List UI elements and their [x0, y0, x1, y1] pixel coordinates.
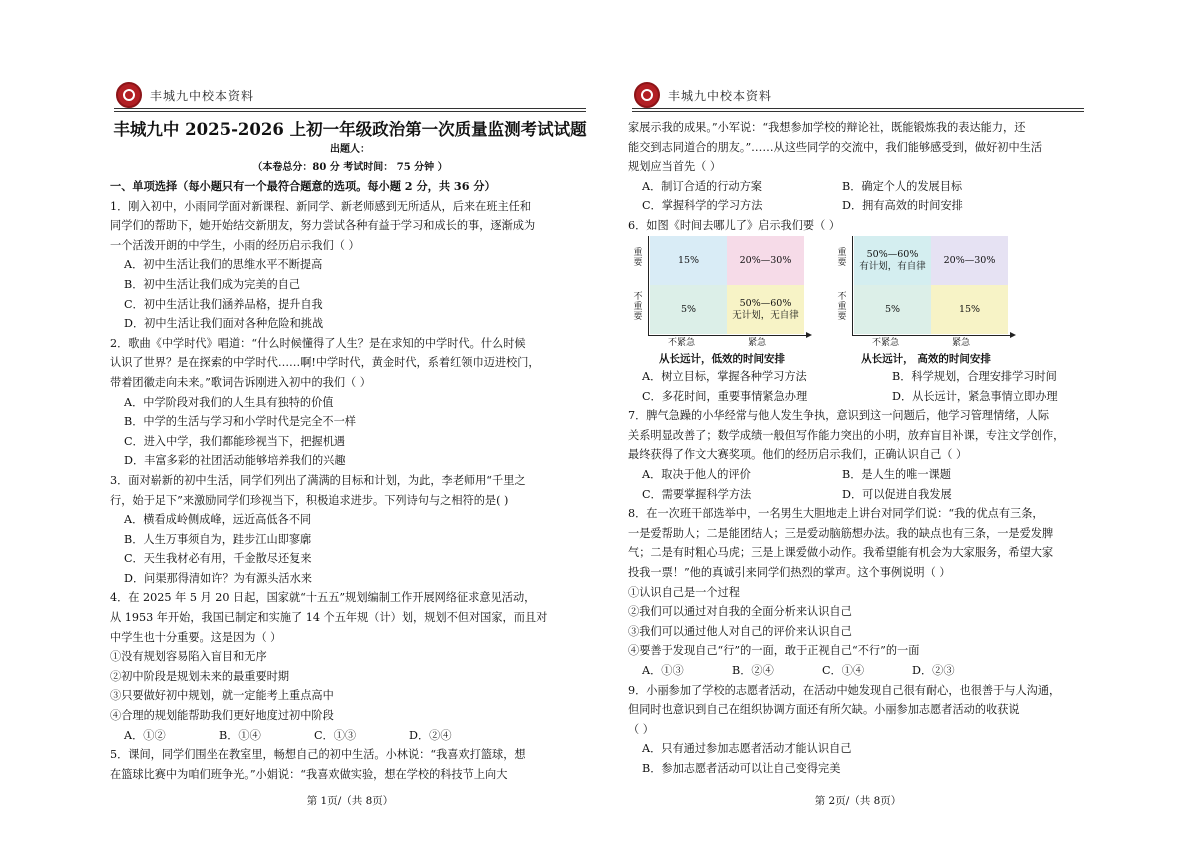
q8-option[interactable]: D．②③ [912, 663, 955, 677]
text-line[interactable]: B．初中生活让我们成为完美的自己 [124, 277, 301, 291]
exam-info: （本卷总分：80 分 考试时间： 75 分钟 ） [252, 162, 448, 173]
text-line: 一个活泼开朗的中学生，小雨的经历启示我们（ ） [110, 238, 360, 252]
section-heading: 一、单项选择（每小题只有一个最符合题意的选项。每小题 2 分，共 36 分） [110, 179, 496, 193]
y-axis [852, 236, 853, 336]
page-1 [110, 0, 590, 849]
text-line: 但同时也意识到自己在组织协调方面还有所欠缺。小丽参加志愿者活动的收获说 [628, 703, 1020, 717]
question-lines-end [110, 745, 590, 784]
text-line: 关系明显改善了；数学成绩一般但写作能力突出的小明，放弃盲目补课，专注文学创作， [628, 428, 1065, 442]
text-line: 1．刚入初中，小雨同学面对新课程、新同学、新老师感到无所适从，后来在班主任和 [110, 199, 532, 213]
page-2 [628, 0, 1088, 849]
text-line[interactable]: A．中学阶段对我们的人生具有独特的价值 [124, 395, 334, 409]
quadrant-bottom-left: 5% [650, 285, 727, 334]
exam-title: 丰城九中 2025-2026 上初一年级政治第一次质量监测考试试题 [113, 120, 587, 139]
text-line: 在篮球比赛中为咱们班争光。”小娟说：“我喜欢做实验，想在学校的科技节上向大 [110, 767, 508, 781]
exam-author: 出题人： [330, 144, 370, 155]
text-line: 投我一票！”他的真诚引来同学们热烈的掌声。这个事例说明（ ） [628, 565, 951, 579]
q4-option[interactable]: C．①③ [314, 728, 357, 742]
question-lines [110, 197, 590, 726]
text-line: 3．面对崭新的初中生活，同学们列出了满满的目标和计划，为此，李老师用“千里之 [110, 473, 526, 487]
text-line: ②初中阶段是规划未来的最重要时期 [110, 669, 290, 683]
q4-option[interactable]: B．①④ [219, 728, 261, 742]
q4-option[interactable]: A．①② [124, 728, 166, 742]
q6-option[interactable]: A．树立目标，掌握各种学习方法 [642, 370, 807, 383]
q8-option[interactable]: A．①③ [642, 663, 684, 677]
text-line: 7．脾气急躁的小华经常与他人发生争执，意识到这一问题后，他学习管理情绪，人际 [628, 409, 1050, 423]
header-rule [114, 108, 586, 109]
quadrant-top-right: 20%—30% [931, 236, 1008, 285]
q5-option[interactable]: D．拥有高效的时间安排 [842, 199, 963, 213]
q6-option[interactable]: B．科学规划，合理安排学习时间 [892, 370, 1057, 383]
quadrant-bottom-left: 5% [854, 285, 931, 334]
x-label-right: 紧急 [952, 338, 971, 348]
q7-options-row2 [628, 485, 1088, 505]
text-line[interactable]: D．丰富多彩的社团活动能够培养我们的兴趣 [124, 454, 346, 468]
q5-continuation [628, 118, 1088, 177]
text-line: 2．歌曲《中学时代》唱道：“什么时候懂得了人生？是在求知的中学时代。什么时候 [110, 336, 526, 350]
text-line[interactable]: B．参加志愿者活动可以让自己变得完美 [642, 761, 841, 775]
text-line: 带着团徽走向未来。”歌词告诉刚进入初中的我们（ ） [110, 375, 371, 389]
chart-caption: 从长远计，低效的时间安排 [659, 353, 785, 365]
q6-options-row2 [628, 387, 1088, 407]
chart-caption: 从长远计， 高效的时间安排 [861, 353, 991, 365]
q7-lines [628, 406, 1088, 465]
q6-option[interactable]: C．多花时间，重要事情紧急办理 [642, 389, 808, 403]
quadrant-bottom-right: 15% [931, 285, 1008, 334]
text-line: 气；二是有时粗心马虎；三是上课爱做小动作。我希望能有机会为大家服务，希望大家 [628, 546, 1054, 560]
text-line: 8．在一次班干部选举中，一名男生大胆地走上讲台对同学们说：“我的优点有三条， [628, 507, 1044, 521]
q8-lines [628, 504, 1088, 661]
text-line: 4．在 2025 年 5 月 20 日起，国家就“十五五”规划编制工作开展网络征求意见活动， [110, 591, 536, 605]
header-school-text: 丰城九中校本资料 [150, 89, 255, 103]
y-axis [648, 236, 649, 336]
text-line: 家展示我的成果。”小军说：“我想参加学校的辩论社，既能锻炼我的表达能力，还 [628, 121, 1026, 134]
page-header [110, 80, 590, 114]
y-label-top: 重 要 [633, 248, 643, 268]
text-line: ①没有规划容易陷入盲目和无序 [110, 650, 267, 664]
text-line[interactable]: C．进入中学，我们都能珍视当下，把握机遇 [124, 434, 346, 448]
quadrant-bottom-right: 50%—60% 无计划，无自律 [727, 285, 804, 334]
y-label-bottom: 不 重 要 [837, 292, 847, 322]
text-line[interactable]: B．中学的生活与学习和小学时代是完全不一样 [124, 415, 356, 429]
q7-options-row1 [628, 465, 1088, 485]
school-seal-icon [634, 82, 660, 108]
q8-option[interactable]: B．②④ [732, 663, 774, 677]
text-line[interactable]: C．初中生活让我们涵养品格，提升自我 [124, 297, 323, 311]
q6-option[interactable]: D．从长远计，紧急事情立即办理 [892, 389, 1058, 403]
text-line[interactable]: A．初中生活让我们的思维水平不断提高 [124, 258, 323, 272]
q7-option[interactable]: A．取决于他人的评价 [642, 467, 751, 481]
q7-option[interactable]: D．可以促进自我发展 [842, 487, 952, 501]
text-line[interactable]: D．初中生活让我们面对各种危险和挑战 [124, 317, 324, 331]
q4-options [110, 726, 590, 746]
time-charts [628, 232, 1088, 366]
q8-option[interactable]: C．①④ [822, 663, 865, 677]
y-label-bottom: 不 重 要 [633, 292, 643, 322]
text-line: 5．课间，同学们围坐在教室里，畅想自己的初中生活。小林说：“我喜欢打篮球，想 [110, 748, 526, 762]
x-label-right: 紧急 [748, 338, 767, 348]
quadrant-top-left: 15% [650, 236, 727, 285]
text-line[interactable]: A．只有通过参加志愿者活动才能认识自己 [642, 742, 852, 756]
text-line: 认识了世界？是在探索的中学时代……啊!中学时代，黄金时代，系着红领巾迈进校门， [110, 356, 540, 370]
header-rule [632, 108, 1084, 109]
text-line: ②我们可以通过对自我的全面分析来认识自己 [628, 605, 852, 619]
q8-options [628, 661, 1088, 681]
q4-option[interactable]: D．②④ [409, 728, 452, 742]
quadrant-top-left: 50%—60% 有计划，有自律 [854, 236, 931, 285]
x-label-left: 不紧急 [872, 338, 900, 348]
text-line[interactable]: C．天生我材必有用，千金散尽还复来 [124, 552, 312, 566]
q5-option[interactable]: B．确定个人的发展目标 [842, 179, 963, 193]
page-header [628, 80, 1088, 114]
text-line[interactable]: B．人生万事须自为，跬步江山即寥廓 [124, 532, 312, 546]
text-line: 规划应当首先（ ） [628, 160, 722, 174]
text-line: ④要善于发现自己“行”的一面，敢于正视自己“不行”的一面 [628, 644, 920, 658]
x-label-left: 不紧急 [668, 338, 696, 348]
q5-option[interactable]: A．制订合适的行动方案 [642, 179, 762, 193]
text-line: （ ） [628, 722, 654, 736]
q6-options-row1 [628, 367, 1088, 387]
q5-options-row2 [628, 196, 1088, 216]
text-line: 中学生也十分重要。这是因为（ ） [110, 630, 282, 644]
text-line: ④合理的规划能帮助我们更好地度过初中阶段 [110, 709, 334, 723]
text-line: 一是爱帮助人；二是能团结人；三是爱动脑筋想办法。我的缺点也有三条，一是爱发脾 [628, 526, 1054, 540]
text-line: 同学们的帮助下，她开始结交新朋友，努力尝试各种有益于学习和成长的事，逐渐成为 [110, 219, 536, 233]
q6-stem: 6．如图《时间去哪儿了》启示我们要（ ） [628, 218, 841, 232]
page-footer: 第 2页/（共 8页） [814, 795, 902, 807]
page1-body [110, 119, 590, 784]
text-line: 9．小丽参加了学校的志愿者活动，在活动中她发现自己很有耐心，也很善于与人沟通， [628, 683, 1061, 697]
text-line: ③只要做好初中规划，就一定能考上重点高中 [110, 689, 334, 703]
text-line[interactable]: D．问渠那得清如许？为有源头活水来 [124, 571, 312, 585]
school-seal-icon [116, 82, 142, 108]
time-chart-high-efficiency [836, 232, 1016, 366]
q9-lines [628, 681, 1088, 779]
q7-option[interactable]: B．是人生的唯一课题 [842, 467, 951, 481]
y-label-top: 重 要 [837, 248, 847, 268]
text-line: ①认识自己是一个过程 [628, 585, 740, 599]
header-school-text: 丰城九中校本资料 [668, 89, 773, 103]
quadrant-top-right: 20%—30% [727, 236, 804, 285]
text-line: 行，始于足下”来激励同学们珍视当下，积极追求进步。下列诗句与之相符的是( ) [110, 493, 509, 507]
q5-options-row1 [628, 177, 1088, 197]
q7-option[interactable]: C．需要掌握科学方法 [642, 487, 752, 501]
text-line: 从 1953 年开始，我国已制定和实施了 14 个五年规（计）划，规划不但对国家，而且对 [110, 611, 548, 625]
page2-bottom [628, 367, 1088, 778]
q5-option[interactable]: C．掌握科学的学习方法 [642, 199, 763, 213]
time-chart-low-efficiency [632, 232, 812, 366]
text-line[interactable]: A．横看成岭侧成峰，远近高低各不同 [124, 513, 312, 527]
page-footer: 第 1页/（共 8页） [306, 795, 394, 807]
text-line: 能交到志同道合的朋友。”……从这些同学的交流中，我们能够感受到，做好初中生活 [628, 140, 1043, 154]
text-line: ③我们可以通过他人对自己的评价来认识自己 [628, 624, 852, 638]
page2-top [628, 118, 1088, 236]
text-line: 最终获得了作文大赛奖项。他们的经历启示我们，正确认识自己（ ） [628, 448, 968, 462]
